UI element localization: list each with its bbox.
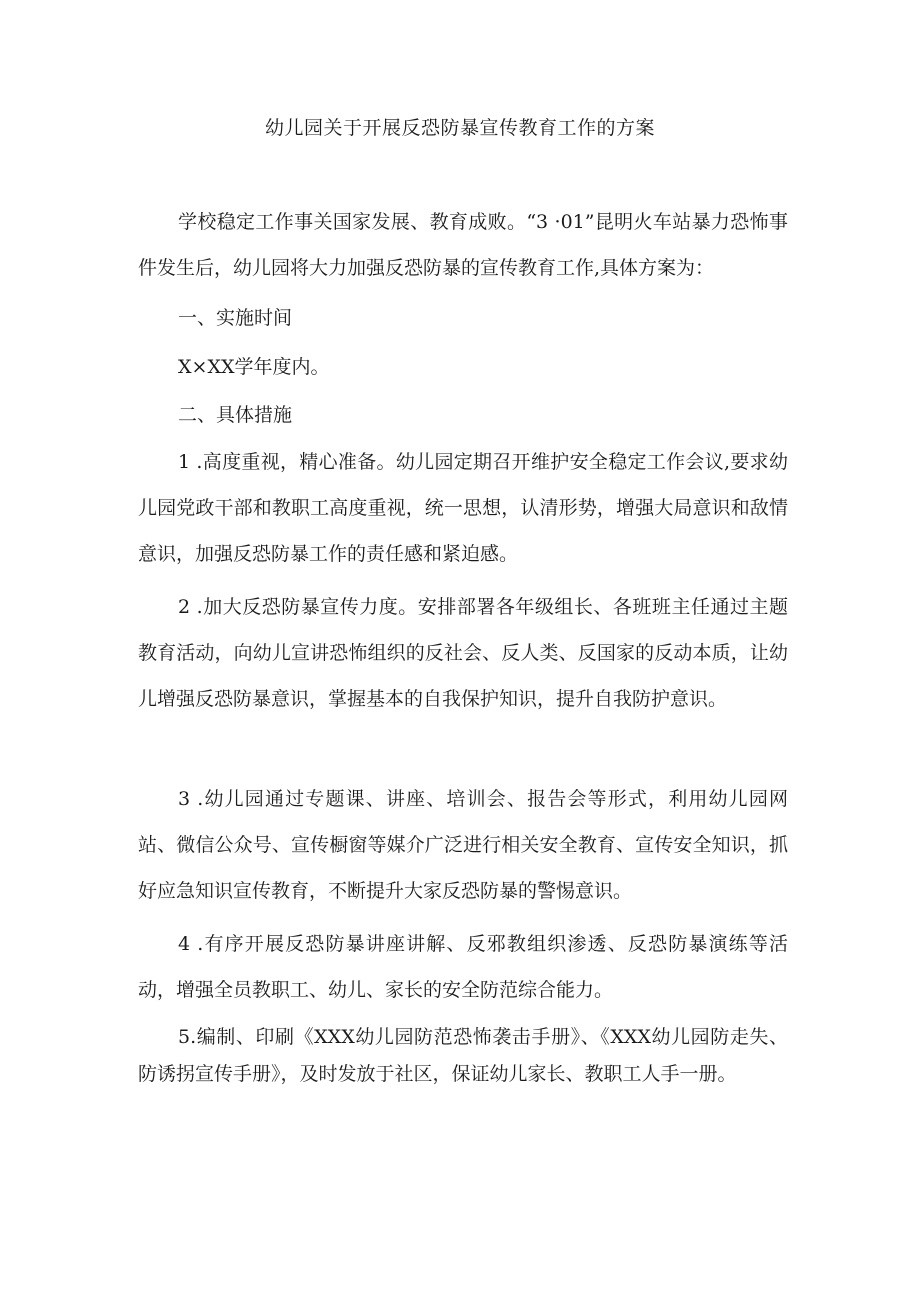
measure-paragraph-4: 4 .有序开展反恐防暴讲座讲解、反邪教组织渗透、反恐防暴演练等活动，增强全员教职工、幼儿、家长的安全防范综合能力。 bbox=[138, 933, 788, 1001]
measure-paragraph-1: 1 .高度重视，精心准备。幼儿园定期召开维护安全稳定工作会议,要求幼儿园党政干部和教职工高度重视，统一思想，认清形势，增强大局意识和敌情意识，加强反恐防暴工作的责任感和紧迫感。 bbox=[138, 451, 788, 565]
section-heading-specific-measures: 二、具体措施 bbox=[178, 404, 293, 426]
measure-paragraph-3: 3 .幼儿园通过专题课、讲座、培训会、报告会等形式，利用幼儿园网站、微信公众号、宣传橱窗等媒介广泛进行相关安全教育、宣传安全知识，抓好应急知识宣传教育，不断提升大家反恐防暴的警惕意识。 bbox=[138, 788, 788, 902]
intro-paragraph: 学校稳定工作事关国家发展、教育成败。“3 ·01”昆明火车站暴力恐怖事件发生后，幼儿园将大力加强反恐防暴的宣传教育工作,具体方案为： bbox=[138, 211, 788, 279]
section-heading-implementation-time: 一、实施时间 bbox=[178, 307, 293, 329]
implementation-time-text: X×XX学年度内。 bbox=[178, 356, 330, 378]
measure-paragraph-5: 5.编制、印刷《XXX幼儿园防范恐怖袭击手册》、《XXX幼儿园防走失、防诱拐宣传手册》，及时发放于社区，保证幼儿家长、教职工人手一册。 bbox=[138, 1026, 788, 1085]
measure-paragraph-2: 2 .加大反恐防暴宣传力度。安排部署各年级组长、各班班主任通过主题教育活动，向幼儿宣讲恐怖组织的反社会、反人类、反国家的反动本质，让幼儿增强反恐防暴意识，掌握基本的自我保护知识，提升自我防护意识。 bbox=[138, 596, 788, 710]
document-title: 幼儿园关于开展反恐防暴宣传教育工作的方案 bbox=[264, 117, 655, 139]
